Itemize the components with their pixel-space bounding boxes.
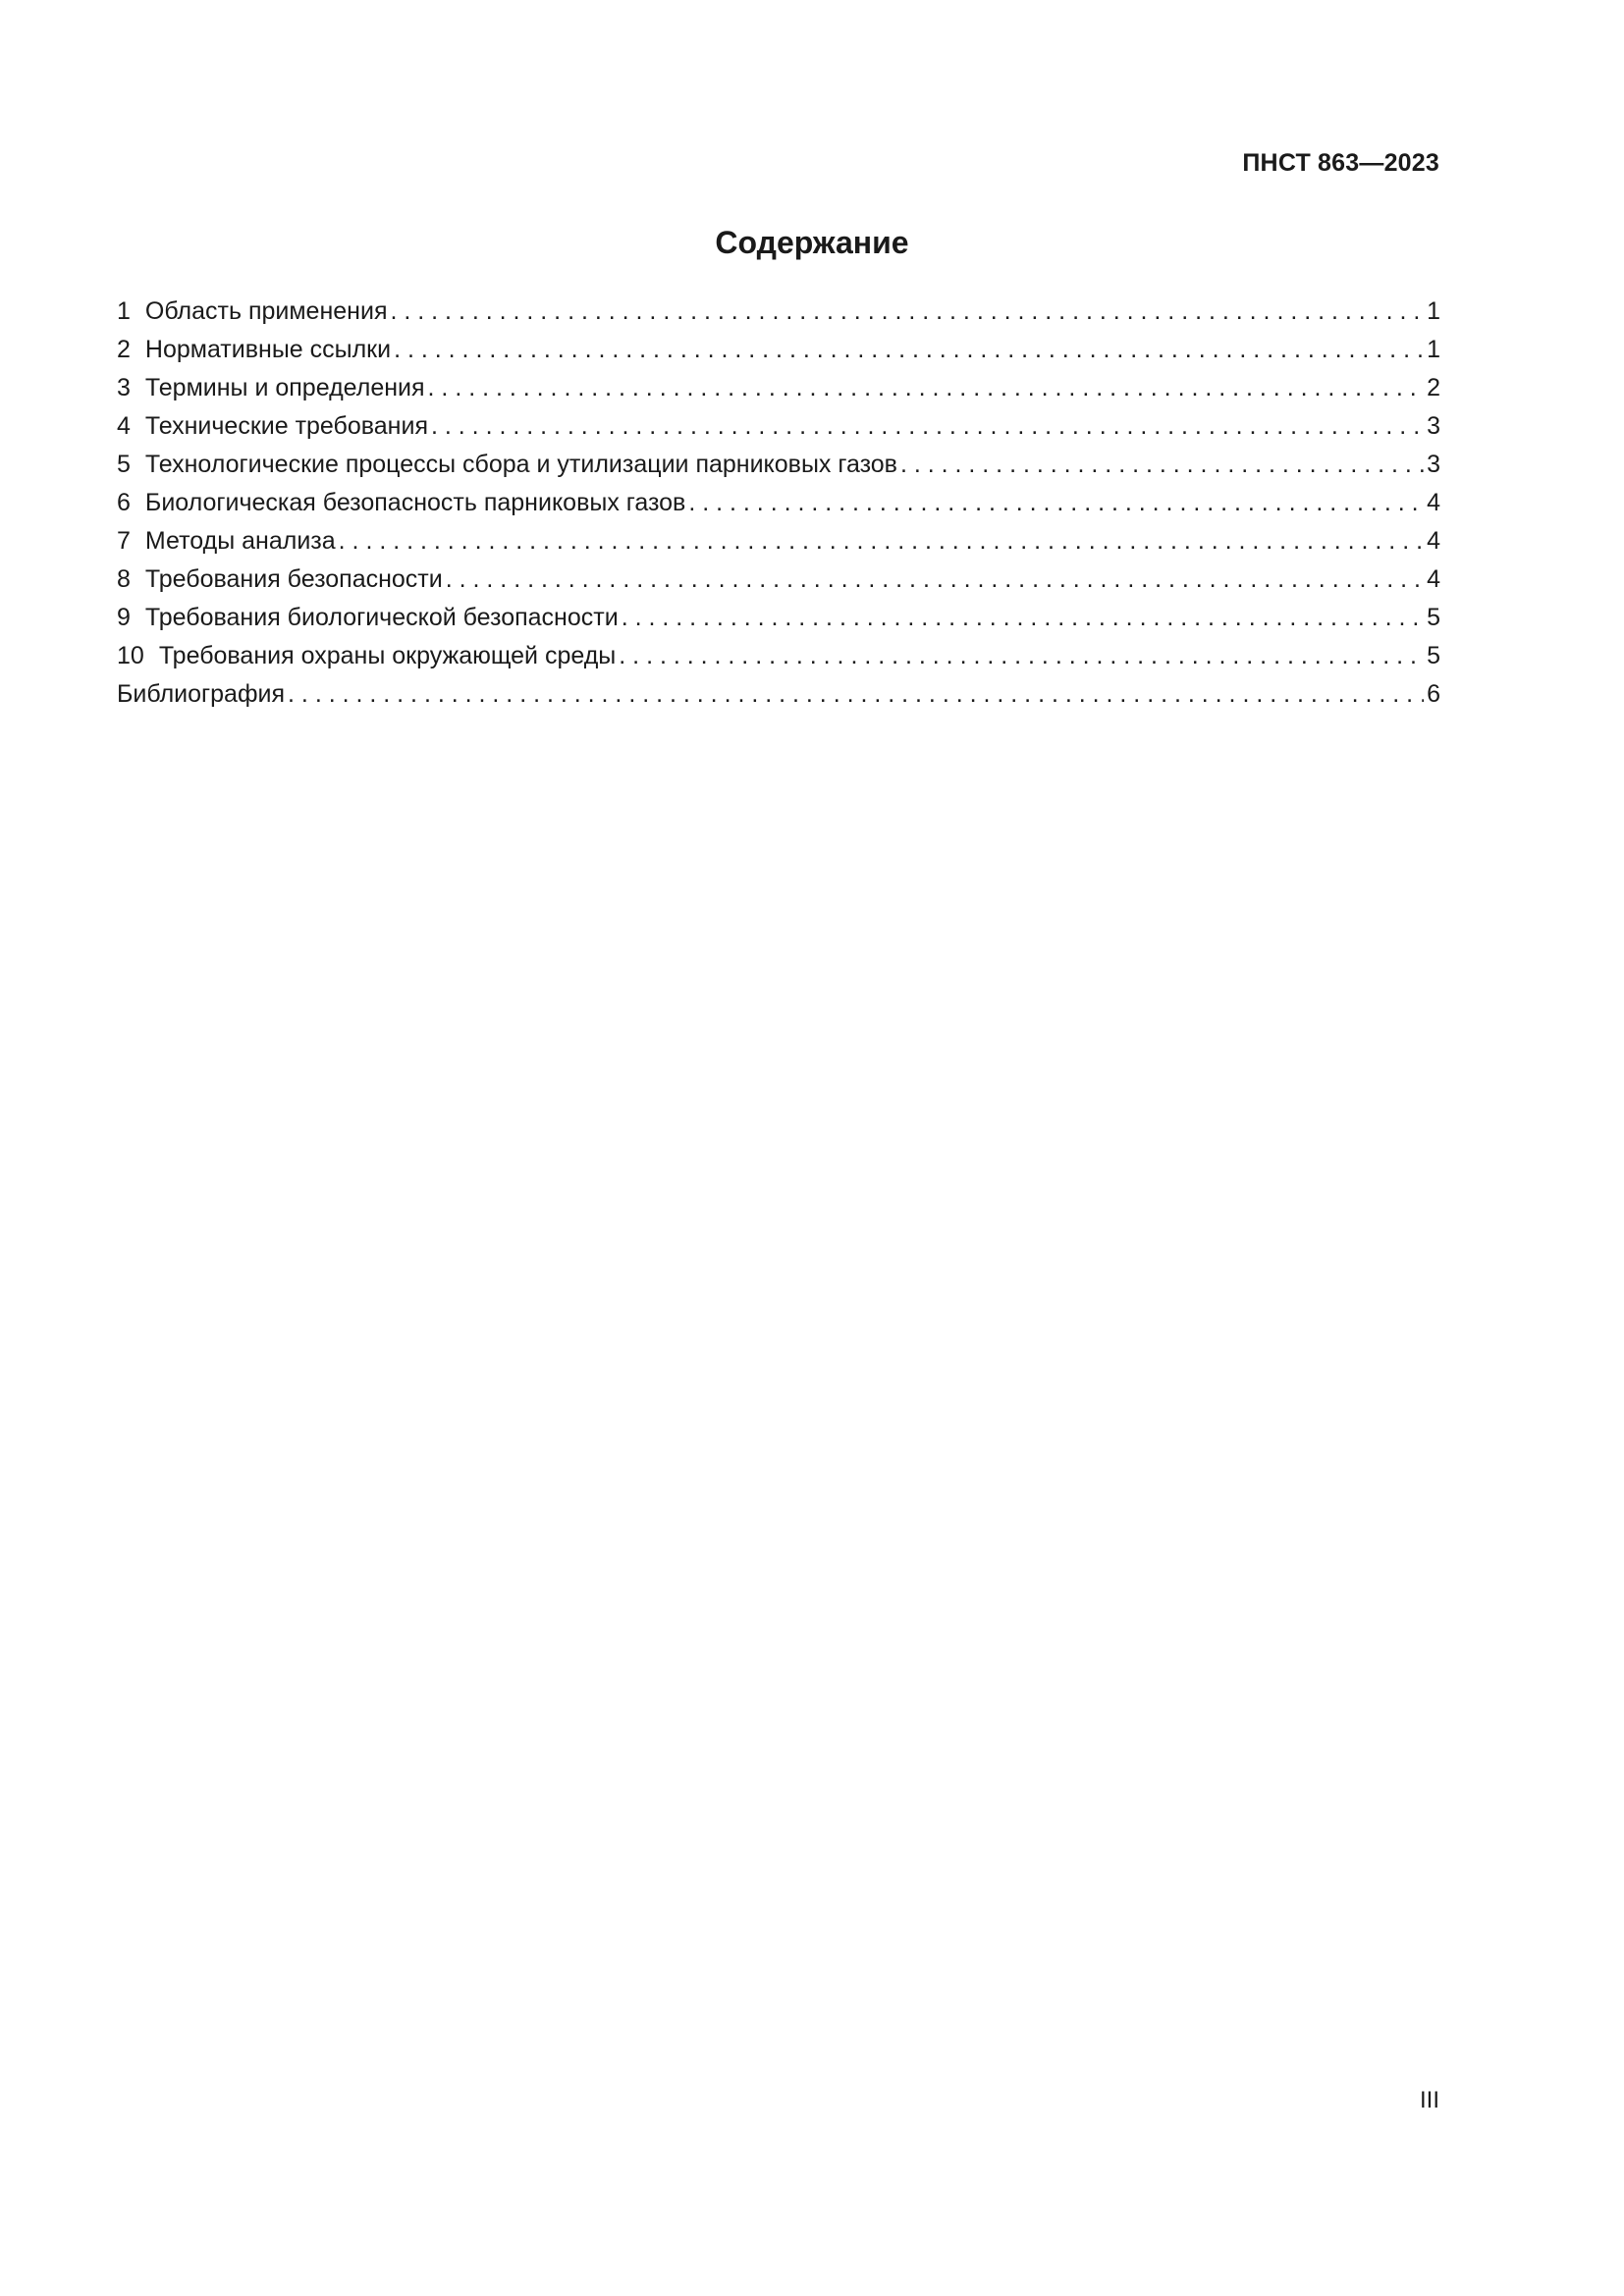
toc-entry-title: Методы анализа	[144, 527, 336, 555]
toc-leader-dots	[288, 675, 1424, 714]
toc-leader-dots	[339, 522, 1424, 561]
toc-entry[interactable]	[117, 561, 1440, 599]
toc-entry-title: Требования биологической безопасности	[144, 604, 619, 631]
toc-entry-number: 2	[117, 336, 131, 363]
toc-leader-dots	[900, 446, 1424, 484]
toc-entry[interactable]	[117, 407, 1440, 446]
toc-entry[interactable]	[117, 331, 1440, 369]
toc-entry-page: 4	[1427, 565, 1440, 593]
toc-entry-title: Термины и определения	[144, 374, 425, 401]
toc-entry-title: Нормативные ссылки	[144, 336, 392, 363]
toc-entry-page: 4	[1427, 489, 1440, 516]
toc-entry-title: Технические требования	[144, 412, 428, 440]
toc-entry-title: Биологическая безопасность парниковых газов	[144, 489, 686, 516]
toc-entry-number: 9	[117, 604, 131, 631]
toc-leader-dots	[428, 369, 1425, 407]
toc-entry-title: Область применения	[144, 297, 388, 325]
toc-leader-dots	[431, 407, 1424, 446]
toc-entry-number: 4	[117, 412, 131, 440]
toc-entry-page: 3	[1427, 412, 1440, 440]
toc-entry-page: 1	[1427, 297, 1440, 325]
toc-entry[interactable]	[117, 637, 1440, 675]
toc-entry-title: Требования безопасности	[144, 565, 443, 593]
page-number: III	[1419, 2087, 1439, 2113]
toc-entry-number: 10	[117, 642, 144, 669]
toc-entry-number: 6	[117, 489, 131, 516]
toc-entry-title: Требования охраны окружающей среды	[158, 642, 617, 669]
toc-entry-page: 3	[1427, 451, 1440, 478]
toc-entry-number: 7	[117, 527, 131, 555]
document-code: ПНСТ 863—2023	[1242, 149, 1439, 177]
toc-entry[interactable]	[117, 522, 1440, 561]
toc-leader-dots	[688, 484, 1424, 522]
toc-entry-number: 8	[117, 565, 131, 593]
toc-entry-page: 4	[1427, 527, 1440, 555]
toc-leader-dots	[619, 637, 1424, 675]
toc-entry-page: 5	[1427, 604, 1440, 631]
toc-leader-dots	[394, 331, 1424, 369]
toc-entry[interactable]	[117, 369, 1440, 407]
toc-entry[interactable]	[117, 293, 1440, 331]
toc-entry-page: 5	[1427, 642, 1440, 669]
toc-entry[interactable]	[117, 484, 1440, 522]
toc-entry[interactable]	[117, 599, 1440, 637]
toc-entry-page: 1	[1427, 336, 1440, 363]
toc-leader-dots	[622, 599, 1424, 637]
toc-entry[interactable]	[117, 446, 1440, 484]
toc-entry-title: Технологические процессы сбора и утилизации парниковых газов	[144, 451, 897, 478]
toc-leader-dots	[390, 293, 1424, 331]
toc-entry-bibliography[interactable]	[117, 675, 1440, 714]
toc-leader-dots	[446, 561, 1424, 599]
toc-title: Содержание	[715, 225, 909, 260]
toc-entry-number: 5	[117, 451, 131, 478]
toc-entry-page: 6	[1427, 680, 1440, 708]
toc-entry-number: 3	[117, 374, 131, 401]
toc-entry-number: 1	[117, 297, 131, 325]
table-of-contents	[117, 293, 1440, 714]
toc-entry-title: Библиография	[117, 680, 286, 708]
toc-entry-page: 2	[1427, 374, 1440, 401]
